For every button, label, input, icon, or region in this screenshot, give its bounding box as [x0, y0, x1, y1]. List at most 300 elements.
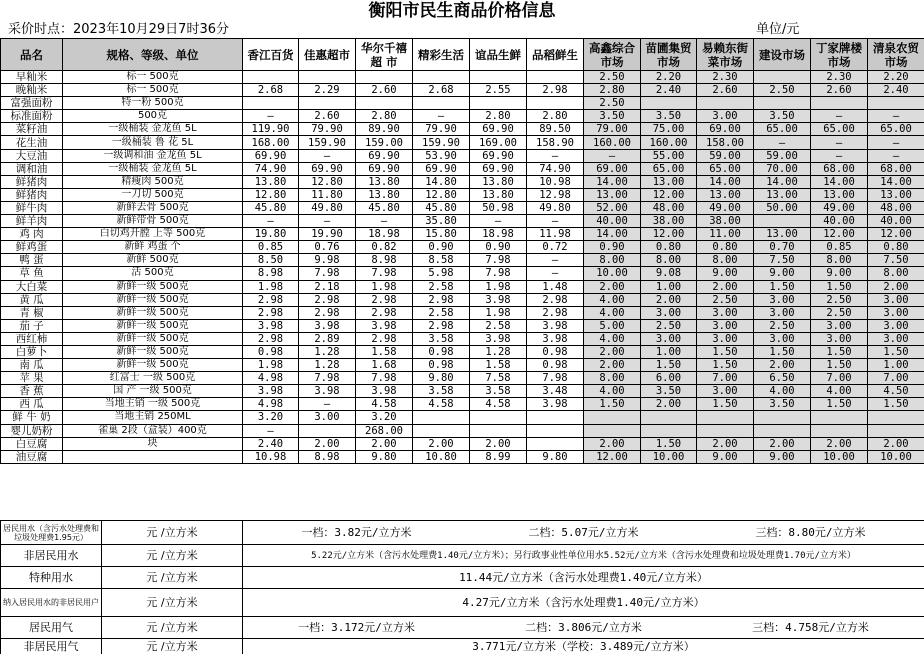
- price-cell: 59.00: [697, 149, 754, 162]
- price-cell: 8.00: [584, 372, 641, 385]
- product-name: 白豆腐: [1, 437, 63, 450]
- price-cell: 89.90: [356, 123, 413, 136]
- price-cell: 2.58: [413, 280, 470, 293]
- price-cell: 13.80: [243, 175, 299, 188]
- price-cell: 45.80: [413, 201, 470, 214]
- product-name: 鲜猪肉: [1, 188, 63, 201]
- price-cell: 12.80: [299, 175, 356, 188]
- price-cell: 2.00: [641, 293, 697, 306]
- price-cell: 2.20: [868, 71, 924, 84]
- price-cell: 3.98: [356, 385, 413, 398]
- price-cell: 2.00: [584, 280, 641, 293]
- price-cell: 8.98: [356, 254, 413, 267]
- price-cell: 69.90: [356, 149, 413, 162]
- price-cell: 7.98: [356, 267, 413, 280]
- price-cell: [243, 97, 299, 110]
- product-name: 花生油: [1, 136, 63, 149]
- utility-row: [1, 617, 924, 639]
- price-cell: 11.80: [299, 188, 356, 201]
- price-cell: 10.00: [811, 450, 868, 463]
- price-cell: 2.30: [697, 71, 754, 84]
- price-cell: 13.00: [868, 188, 924, 201]
- price-cell: 1.98: [243, 359, 299, 372]
- price-cell: 9.00: [754, 267, 811, 280]
- price-row: [1, 359, 924, 372]
- product-name: 南 瓜: [1, 359, 63, 372]
- price-row: [1, 293, 924, 306]
- price-cell: —: [811, 136, 868, 149]
- price-cell: 2.00: [641, 398, 697, 411]
- price-cell: 75.00: [641, 123, 697, 136]
- price-cell: 2.50: [697, 293, 754, 306]
- price-cell: 9.80: [527, 450, 584, 463]
- price-cell: —: [811, 149, 868, 162]
- price-row: [1, 136, 924, 149]
- price-cell: 55.00: [641, 149, 697, 162]
- price-cell: 3.50: [641, 110, 697, 123]
- utility-name: 居民用水（含污水处理费和垃圾处理费1.95元）: [1, 521, 102, 545]
- price-cell: 7.98: [299, 372, 356, 385]
- utility-name: 纳入居民用水的非居民用户: [1, 589, 102, 617]
- price-cell: 69.90: [470, 162, 527, 175]
- price-cell: 14.00: [868, 175, 924, 188]
- utility-row: [1, 545, 924, 567]
- price-cell: 1.00: [641, 280, 697, 293]
- product-name: 鲜猪肉: [1, 175, 63, 188]
- price-cell: 8.00: [584, 254, 641, 267]
- price-cell: 4.58: [470, 398, 527, 411]
- price-cell: 12.80: [243, 188, 299, 201]
- price-cell: [413, 411, 470, 424]
- page-title: 衡阳市民生商品价格信息: [368, 1, 556, 21]
- price-cell: 7.98: [470, 267, 527, 280]
- price-cell: 1.98: [470, 306, 527, 319]
- price-cell: 1.50: [754, 345, 811, 358]
- price-table: [0, 38, 924, 464]
- price-cell: 3.00: [697, 332, 754, 345]
- price-cell: 2.20: [641, 71, 697, 84]
- product-name: 青 椒: [1, 306, 63, 319]
- price-cell: 2.00: [868, 437, 924, 450]
- price-row: [1, 437, 924, 450]
- price-cell: [470, 71, 527, 84]
- price-cell: 9.00: [697, 450, 754, 463]
- price-cell: [641, 411, 697, 424]
- product-spec: 新鲜一级 500克: [63, 319, 243, 332]
- header-market: 高鑫综合市场: [584, 39, 641, 71]
- price-cell: 2.98: [243, 293, 299, 306]
- price-cell: 69.90: [243, 149, 299, 162]
- price-cell: 2.00: [413, 437, 470, 450]
- price-cell: 159.90: [299, 136, 356, 149]
- utility-value: 3.771元/立方米（学校：3.489元/立方米）: [243, 639, 924, 654]
- price-cell: 0.72: [527, 241, 584, 254]
- price-cell: 158.90: [527, 136, 584, 149]
- price-cell: [584, 411, 641, 424]
- price-cell: —: [527, 267, 584, 280]
- price-cell: 48.00: [641, 201, 697, 214]
- product-spec: 白切鸡开膛 上等 500克: [63, 228, 243, 241]
- header-market: 清泉农贸市场: [868, 39, 924, 71]
- price-cell: [356, 97, 413, 110]
- price-cell: 169.00: [470, 136, 527, 149]
- header-market: 建设市场: [754, 39, 811, 71]
- price-cell: 9.80: [413, 372, 470, 385]
- price-cell: [527, 424, 584, 437]
- price-cell: 159.90: [413, 136, 470, 149]
- price-cell: 4.58: [413, 398, 470, 411]
- price-cell: [413, 71, 470, 84]
- tier-1: 一档：3.82元/立方米: [301, 525, 412, 539]
- price-cell: 7.98: [527, 372, 584, 385]
- price-cell: 2.40: [243, 437, 299, 450]
- utility-unit: 元 /立方米: [102, 567, 243, 589]
- price-cell: 15.80: [413, 228, 470, 241]
- price-cell: 79.90: [299, 123, 356, 136]
- product-name: 黄 瓜: [1, 293, 63, 306]
- price-cell: 0.98: [413, 345, 470, 358]
- price-cell: 10.00: [868, 450, 924, 463]
- price-cell: 1.50: [811, 359, 868, 372]
- price-row: [1, 149, 924, 162]
- product-spec: 新鲜一级 500克: [63, 359, 243, 372]
- price-cell: 2.00: [584, 437, 641, 450]
- utility-unit: 元 /立方米: [102, 521, 243, 545]
- product-name: 西 瓜: [1, 398, 63, 411]
- price-cell: 3.00: [754, 293, 811, 306]
- price-cell: 3.48: [527, 385, 584, 398]
- price-cell: 1.98: [243, 280, 299, 293]
- price-cell: —: [243, 215, 299, 228]
- product-spec: 新鲜带骨 500克: [63, 215, 243, 228]
- price-cell: 65.00: [868, 123, 924, 136]
- price-row: [1, 385, 924, 398]
- price-cell: 168.00: [243, 136, 299, 149]
- utility-row: [1, 639, 924, 654]
- price-cell: [754, 97, 811, 110]
- product-name: 白萝卜: [1, 345, 63, 358]
- price-row: [1, 398, 924, 411]
- price-row: [1, 175, 924, 188]
- price-cell: 0.90: [413, 241, 470, 254]
- price-cell: 69.00: [584, 162, 641, 175]
- price-cell: 9.00: [811, 267, 868, 280]
- utility-unit: 元 /立方米: [102, 589, 243, 617]
- price-cell: 1.50: [811, 398, 868, 411]
- price-cell: 3.20: [243, 411, 299, 424]
- price-cell: 3.98: [470, 332, 527, 345]
- price-cell: 70.00: [754, 162, 811, 175]
- price-cell: 1.50: [811, 345, 868, 358]
- price-cell: 11.00: [697, 228, 754, 241]
- price-cell: 3.50: [754, 398, 811, 411]
- price-cell: 8.98: [243, 267, 299, 280]
- price-cell: 4.00: [811, 385, 868, 398]
- price-cell: 1.00: [641, 345, 697, 358]
- price-cell: 10.00: [584, 267, 641, 280]
- price-cell: 14.00: [754, 175, 811, 188]
- price-cell: 0.70: [754, 241, 811, 254]
- price-cell: —: [470, 215, 527, 228]
- price-cell: 12.00: [868, 228, 924, 241]
- price-cell: 7.50: [868, 254, 924, 267]
- price-cell: 49.80: [299, 201, 356, 214]
- price-cell: 3.00: [868, 306, 924, 319]
- price-cell: 3.98: [243, 319, 299, 332]
- price-row: [1, 215, 924, 228]
- price-cell: 9.98: [299, 254, 356, 267]
- price-cell: 0.85: [243, 241, 299, 254]
- product-spec: 精瘦肉 500克: [63, 175, 243, 188]
- price-row: [1, 188, 924, 201]
- price-cell: 2.50: [811, 293, 868, 306]
- price-cell: [527, 411, 584, 424]
- price-cell: [413, 97, 470, 110]
- product-name: 菜籽油: [1, 123, 63, 136]
- price-cell: 3.50: [584, 110, 641, 123]
- header-market: 易赖东街菜市场: [697, 39, 754, 71]
- header-market: 丁家牌楼市场: [811, 39, 868, 71]
- price-cell: 2.98: [243, 306, 299, 319]
- price-cell: 10.80: [413, 450, 470, 463]
- price-cell: [470, 411, 527, 424]
- utility-row: [1, 567, 924, 589]
- price-cell: 2.00: [754, 437, 811, 450]
- price-cell: 0.80: [697, 241, 754, 254]
- price-cell: 8.00: [811, 254, 868, 267]
- price-cell: 9.80: [356, 450, 413, 463]
- price-cell: 3.20: [356, 411, 413, 424]
- header-store: 精彩生活: [413, 39, 470, 71]
- price-cell: 45.80: [243, 201, 299, 214]
- price-row: [1, 84, 924, 97]
- price-cell: 49.80: [527, 201, 584, 214]
- price-cell: 5.00: [584, 319, 641, 332]
- price-cell: 11.98: [527, 228, 584, 241]
- price-cell: —: [243, 424, 299, 437]
- price-cell: 40.00: [584, 215, 641, 228]
- price-cell: —: [243, 110, 299, 123]
- price-cell: 13.00: [754, 188, 811, 201]
- price-cell: 49.00: [697, 201, 754, 214]
- product-spec: 一级桶装 金龙鱼 5L: [63, 123, 243, 136]
- price-cell: 2.80: [470, 110, 527, 123]
- price-cell: 2.00: [811, 437, 868, 450]
- utility-unit: 元 /立方米: [102, 639, 243, 654]
- header-name: 品名: [1, 39, 63, 71]
- price-cell: [299, 97, 356, 110]
- price-cell: 14.00: [811, 175, 868, 188]
- utility-unit: 元 /立方米: [102, 617, 243, 639]
- price-cell: 9.08: [641, 267, 697, 280]
- header-row: [1, 39, 924, 71]
- price-cell: 0.76: [299, 241, 356, 254]
- price-cell: 13.00: [811, 188, 868, 201]
- product-name: 标准面粉: [1, 110, 63, 123]
- price-cell: 8.50: [243, 254, 299, 267]
- price-cell: 69.90: [413, 162, 470, 175]
- price-cell: 10.98: [527, 175, 584, 188]
- price-cell: 14.00: [697, 175, 754, 188]
- price-cell: 45.80: [356, 201, 413, 214]
- product-spec: 新鲜去骨 500克: [63, 201, 243, 214]
- price-cell: 7.58: [470, 372, 527, 385]
- price-cell: 1.50: [697, 359, 754, 372]
- price-cell: 1.58: [470, 359, 527, 372]
- price-cell: 160.00: [641, 136, 697, 149]
- utility-value: [243, 521, 924, 545]
- price-cell: 1.28: [470, 345, 527, 358]
- price-cell: 0.98: [243, 345, 299, 358]
- price-cell: 59.00: [754, 149, 811, 162]
- price-cell: 2.89: [299, 332, 356, 345]
- price-row: [1, 280, 924, 293]
- price-cell: 48.00: [868, 201, 924, 214]
- price-cell: 2.55: [470, 84, 527, 97]
- price-cell: 65.00: [697, 162, 754, 175]
- price-cell: —: [299, 398, 356, 411]
- price-cell: 8.98: [299, 450, 356, 463]
- product-name: 草 鱼: [1, 267, 63, 280]
- price-cell: 2.58: [413, 306, 470, 319]
- price-cell: [584, 424, 641, 437]
- price-cell: 13.00: [697, 188, 754, 201]
- price-cell: [754, 71, 811, 84]
- price-cell: 1.50: [584, 398, 641, 411]
- price-cell: 1.28: [299, 359, 356, 372]
- price-cell: 1.50: [697, 345, 754, 358]
- price-cell: 40.00: [811, 215, 868, 228]
- price-cell: 2.98: [527, 293, 584, 306]
- price-cell: [527, 437, 584, 450]
- product-spec: 红富士 一级 500克: [63, 372, 243, 385]
- price-cell: —: [527, 215, 584, 228]
- price-cell: —: [356, 215, 413, 228]
- product-name: 富强面粉: [1, 97, 63, 110]
- product-spec: 块: [63, 437, 243, 450]
- price-cell: 1.98: [356, 280, 413, 293]
- price-cell: 2.30: [811, 71, 868, 84]
- price-cell: 50.98: [470, 201, 527, 214]
- price-cell: 69.90: [470, 123, 527, 136]
- price-cell: 2.00: [470, 437, 527, 450]
- price-cell: 158.00: [697, 136, 754, 149]
- price-row: [1, 110, 924, 123]
- price-row: [1, 306, 924, 319]
- price-cell: 3.00: [697, 385, 754, 398]
- price-cell: 5.98: [413, 267, 470, 280]
- price-cell: 2.40: [868, 84, 924, 97]
- price-cell: 1.98: [470, 280, 527, 293]
- price-cell: 1.50: [641, 359, 697, 372]
- price-cell: 69.90: [299, 162, 356, 175]
- product-spec: 活 500克: [63, 267, 243, 280]
- tier-2: 二档：5.07元/立方米: [528, 525, 639, 539]
- price-cell: 9.00: [754, 450, 811, 463]
- price-cell: 2.00: [356, 437, 413, 450]
- price-cell: 14.00: [584, 228, 641, 241]
- price-cell: 13.00: [584, 188, 641, 201]
- price-cell: [811, 411, 868, 424]
- price-cell: [527, 97, 584, 110]
- price-cell: 2.00: [584, 345, 641, 358]
- price-cell: 1.50: [811, 280, 868, 293]
- product-spec: 新鲜一级 500克: [63, 306, 243, 319]
- price-cell: 3.00: [754, 306, 811, 319]
- price-cell: 13.80: [356, 175, 413, 188]
- price-cell: 7.50: [754, 254, 811, 267]
- product-name: 鲜 牛 奶: [1, 411, 63, 424]
- product-name: 鲜鸡蛋: [1, 241, 63, 254]
- price-cell: 8.00: [868, 267, 924, 280]
- price-cell: 13.80: [356, 188, 413, 201]
- price-cell: 3.00: [697, 110, 754, 123]
- price-cell: 2.60: [811, 84, 868, 97]
- price-cell: 4.00: [584, 306, 641, 319]
- collect-time: 采价时点：2023年10月29日7时36分: [8, 22, 229, 37]
- price-cell: 4.00: [584, 332, 641, 345]
- price-cell: 35.80: [413, 215, 470, 228]
- price-cell: 2.98: [356, 293, 413, 306]
- price-cell: 2.50: [811, 306, 868, 319]
- price-row: [1, 319, 924, 332]
- header-store: 品稻鲜生: [527, 39, 584, 71]
- price-cell: 3.00: [641, 306, 697, 319]
- header-spec: 规格、等级、单位: [63, 39, 243, 71]
- price-cell: 2.98: [413, 293, 470, 306]
- price-cell: —: [413, 110, 470, 123]
- price-cell: 3.98: [470, 293, 527, 306]
- product-spec: 当地主销 一级 500克: [63, 398, 243, 411]
- price-cell: [470, 97, 527, 110]
- product-name: 鸡 肉: [1, 228, 63, 241]
- utility-name: 居民用气: [1, 617, 102, 639]
- price-cell: 12.00: [641, 228, 697, 241]
- product-spec: 标一 500克: [63, 84, 243, 97]
- price-cell: 12.00: [584, 450, 641, 463]
- price-cell: 3.98: [299, 319, 356, 332]
- price-cell: 2.50: [754, 319, 811, 332]
- price-cell: 0.90: [470, 241, 527, 254]
- price-cell: [754, 215, 811, 228]
- price-cell: 268.00: [356, 424, 413, 437]
- utility-name: 非居民用水: [1, 545, 102, 567]
- price-cell: 1.50: [754, 280, 811, 293]
- price-cell: [811, 424, 868, 437]
- product-name: 鲜牛肉: [1, 201, 63, 214]
- product-name: 油豆腐: [1, 450, 63, 463]
- price-cell: 10.98: [243, 450, 299, 463]
- price-cell: 3.58: [413, 332, 470, 345]
- price-cell: 2.50: [641, 319, 697, 332]
- price-cell: [527, 71, 584, 84]
- price-cell: 0.80: [868, 241, 924, 254]
- price-cell: 9.00: [697, 267, 754, 280]
- price-cell: 2.98: [243, 332, 299, 345]
- tier-2: 二档：3.806元/立方米: [525, 620, 642, 634]
- utility-row: [1, 589, 924, 617]
- price-cell: 2.29: [299, 84, 356, 97]
- product-name: 调和油: [1, 162, 63, 175]
- price-cell: 65.00: [641, 162, 697, 175]
- product-spec: 国 产 一级 500克: [63, 385, 243, 398]
- price-cell: 3.98: [527, 398, 584, 411]
- price-cell: [868, 411, 924, 424]
- price-cell: [868, 424, 924, 437]
- price-cell: —: [868, 149, 924, 162]
- price-cell: 1.58: [356, 345, 413, 358]
- product-name: 茄 子: [1, 319, 63, 332]
